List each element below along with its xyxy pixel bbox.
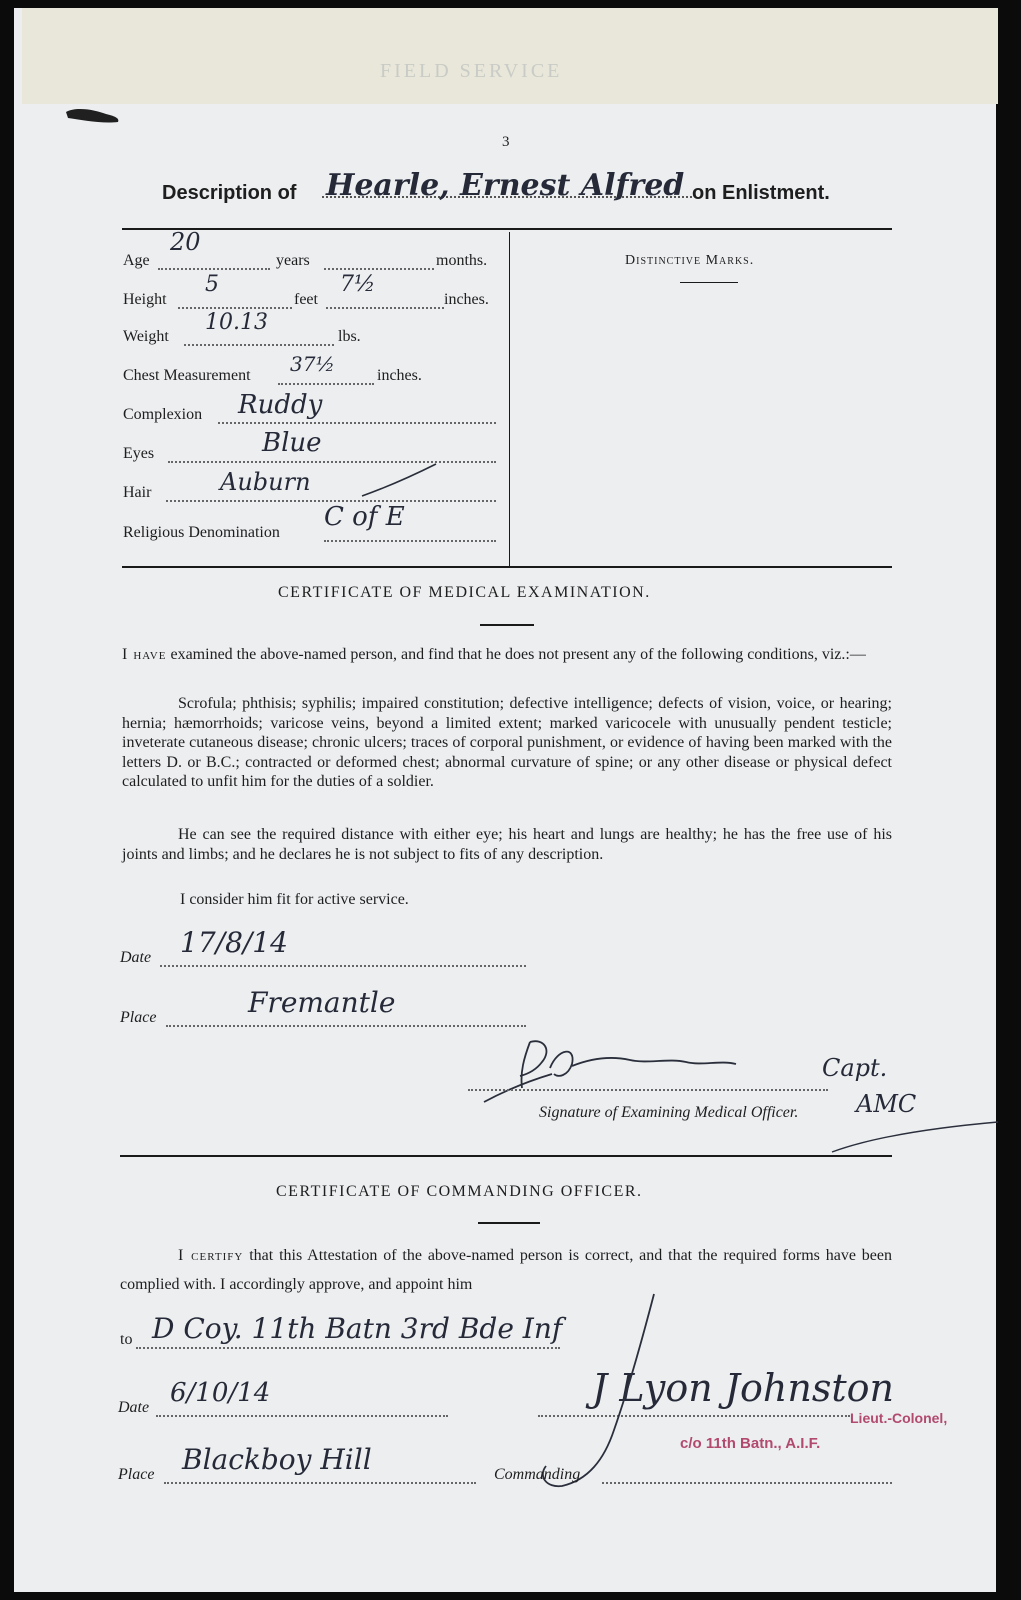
age-dotted-line xyxy=(158,268,270,270)
feet-label: feet xyxy=(294,291,318,308)
chest-value: 37½ xyxy=(290,352,335,376)
commanding-date-label: Date xyxy=(118,1399,150,1416)
commanding-place-label: Place xyxy=(118,1466,155,1483)
inches-label: inches. xyxy=(444,291,489,308)
section-divider-rule xyxy=(120,1155,892,1157)
weight-value: 10.13 xyxy=(205,310,268,335)
hair-label: Hair xyxy=(123,484,152,501)
commanding-date-value: 6/10/14 xyxy=(170,1378,271,1408)
distinctive-marks-heading: Distinctive Marks. xyxy=(625,253,755,268)
commanding-signature-flourish-icon xyxy=(532,1290,682,1490)
weight-label: Weight xyxy=(123,328,169,345)
height-feet-dotted-line xyxy=(178,307,292,309)
months-label: months. xyxy=(436,252,488,269)
age-label: Age xyxy=(123,252,150,269)
commanding-body: that this Attestation of the above-named person is correct, and that the required forms have been complied with. I accordingly approve, and appoint him xyxy=(120,1247,893,1293)
complexion-label: Complexion xyxy=(123,406,203,423)
height-inches-dotted-line xyxy=(326,307,444,309)
hair-value: Auburn xyxy=(220,468,311,496)
eyes-dotted-line xyxy=(168,461,496,463)
title-prefix: Description of xyxy=(162,182,297,204)
table-bottom-rule xyxy=(122,566,892,568)
hair-pen-stroke-icon xyxy=(360,460,440,500)
commanding-place-value: Blackboy Hill xyxy=(182,1443,372,1476)
medical-place-label: Place xyxy=(120,1009,157,1026)
medical-officer-unit: AMC xyxy=(856,1090,917,1118)
years-label: years xyxy=(276,252,310,269)
medical-signature-label: Signature of Examining Medical Officer. xyxy=(539,1104,799,1121)
months-dotted-line xyxy=(324,268,434,270)
title-suffix: on Enlistment. xyxy=(692,182,830,204)
distinctive-marks-rule xyxy=(680,282,738,283)
commanding-lead: I certify xyxy=(178,1247,244,1264)
commanding-signature: J Lyon Johnston xyxy=(592,1366,894,1410)
commanding-place-dotted-line xyxy=(164,1482,476,1484)
chest-dotted-line xyxy=(278,383,374,385)
medical-officer-rank: Capt. xyxy=(822,1054,888,1082)
commanding-heading: CERTIFICATE OF COMMANDING OFFICER. xyxy=(276,1183,643,1200)
appoint-to-dotted-line xyxy=(136,1347,560,1349)
medical-underline-stroke-icon xyxy=(830,1118,1000,1154)
bleed-through-header: FIELD SERVICE xyxy=(380,60,563,82)
lbs-label: lbs. xyxy=(338,328,361,345)
chest-inches-label: inches. xyxy=(377,367,422,384)
appoint-to-value: D Coy. 11th Batn 3rd Bde Inf xyxy=(152,1312,563,1345)
weight-dotted-line xyxy=(184,344,334,346)
medical-fitness-text: He can see the required distance with either eye; his heart and lungs are healthy; he has the free use of his joints and limbs; and he declares he is not subject to fits of any description. xyxy=(122,826,892,863)
height-inches-value: 7½ xyxy=(340,272,376,297)
stamp-unit: c/o 11th Batn., A.I.F. xyxy=(680,1435,821,1452)
medical-signature-dotted-line xyxy=(468,1089,828,1091)
commanding-label: Commanding xyxy=(494,1466,581,1483)
medical-officer-signature-icon xyxy=(480,1028,760,1108)
medical-place-dotted-line xyxy=(166,1025,526,1027)
medical-date-value: 17/8/14 xyxy=(180,926,288,959)
medical-intro-text: examined the above-named person, and find that he does not present any of the following conditions, viz.:— xyxy=(166,646,866,663)
medical-heading-rule xyxy=(480,624,534,626)
height-feet-value: 5 xyxy=(205,272,219,297)
commanding-date-dotted-line xyxy=(156,1415,448,1417)
appoint-to-label: to xyxy=(120,1331,133,1348)
chest-label: Chest Measurement xyxy=(123,367,251,384)
ink-smudge-icon xyxy=(62,104,124,126)
religion-value: C of E xyxy=(324,502,405,532)
eyes-label: Eyes xyxy=(123,445,155,462)
table-divider xyxy=(509,232,510,566)
complexion-value: Ruddy xyxy=(238,390,323,420)
complexion-dotted-line xyxy=(218,422,496,424)
table-top-rule xyxy=(122,228,892,230)
medical-place-value: Fremantle xyxy=(248,986,396,1019)
medical-fitness xyxy=(122,825,892,864)
page-number: 3 xyxy=(502,134,510,150)
medical-date-dotted-line xyxy=(160,965,526,967)
document-page xyxy=(14,8,996,1592)
religion-label: Religious Denomination xyxy=(123,524,280,541)
medical-date-label: Date xyxy=(120,949,152,966)
commanding-heading-rule xyxy=(478,1222,540,1224)
medical-intro xyxy=(122,645,892,665)
page-title xyxy=(162,168,902,205)
commanding-dotted-line xyxy=(602,1482,892,1484)
stamp-rank: Lieut.-Colonel, xyxy=(850,1410,948,1426)
medical-heading: CERTIFICATE OF MEDICAL EXAMINATION. xyxy=(278,584,651,601)
medical-conditions-text: Scrofula; phthisis; syphilis; impaired constitution; defective intelligence; defects of vision, voice, or hearing; hernia; hæmorrhoids; varicose veins, beyond a limited extent; marked varicocele with unusually pendent testicle; inveterate cutaneous disease; chronic ulcers; traces of corporal punishment, or evidence of having been marked with the letters D. or B.C.; contracted or deformed chest; abnormal curvature of spine; or any other disease or physical defect calculated to unfit him for the duties of a soldier. xyxy=(122,695,892,790)
medical-conditions xyxy=(122,694,892,792)
eyes-value: Blue xyxy=(262,428,322,458)
height-label: Height xyxy=(123,291,167,308)
religion-dotted-line xyxy=(324,540,496,542)
top-tape-strip xyxy=(22,8,998,104)
fit-statement: I consider him fit for active service. xyxy=(180,891,409,908)
commanding-text xyxy=(120,1241,892,1299)
medical-intro-lead: I have xyxy=(122,646,167,663)
enlistee-name: Hearle, Ernest Alfred xyxy=(326,168,685,203)
age-value: 20 xyxy=(170,228,201,256)
